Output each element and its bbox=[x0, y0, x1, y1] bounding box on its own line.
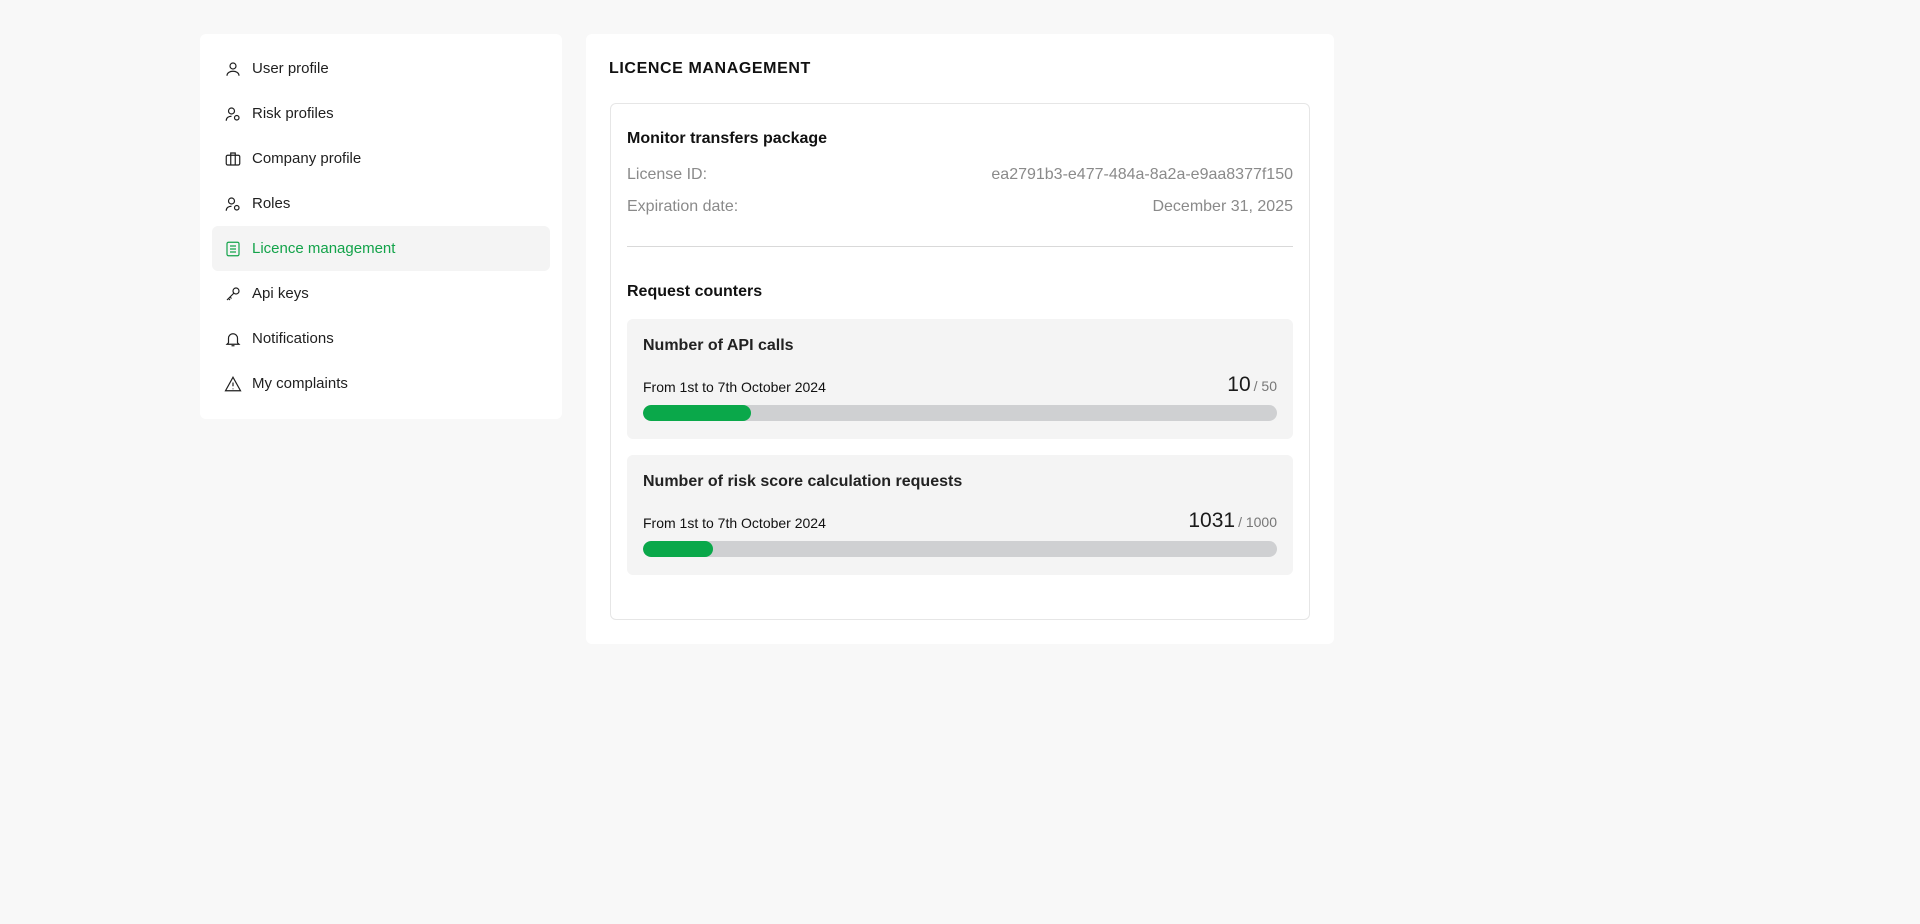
license-id-value: ea2791b3-e477-484a-8a2a-e9aa8377f150 bbox=[991, 166, 1293, 183]
expiration-value: December 31, 2025 bbox=[1152, 198, 1293, 215]
counter-title: Number of risk score calculation requests bbox=[643, 473, 963, 490]
package-title: Monitor transfers package bbox=[627, 130, 828, 147]
counter-usage bbox=[1227, 373, 1277, 397]
progress-bar bbox=[643, 541, 1277, 557]
counter-risk-score-requests bbox=[627, 455, 1293, 575]
counter-title: Number of API calls bbox=[643, 337, 794, 354]
sidebar-item-my-complaints[interactable] bbox=[212, 361, 550, 406]
license-id-row bbox=[627, 166, 1293, 184]
sidebar-item-licence-management[interactable] bbox=[212, 226, 550, 271]
sidebar-item-label: Notifications bbox=[252, 330, 334, 347]
sidebar-item-label: My complaints bbox=[252, 375, 348, 392]
sidebar-item-roles[interactable] bbox=[212, 181, 550, 226]
counter-usage bbox=[1188, 509, 1277, 533]
license-card bbox=[610, 103, 1310, 620]
counter-row bbox=[643, 509, 1277, 533]
sidebar-item-risk-profiles[interactable] bbox=[212, 91, 550, 136]
progress-bar-fill bbox=[643, 541, 713, 557]
sidebar-item-api-keys[interactable] bbox=[212, 271, 550, 316]
sidebar-item-label: Risk profiles bbox=[252, 105, 334, 122]
sidebar-item-label: User profile bbox=[252, 60, 329, 77]
key-icon bbox=[224, 285, 242, 303]
licence-panel bbox=[586, 34, 1334, 644]
user-icon bbox=[224, 60, 242, 78]
license-id-label: License ID: bbox=[627, 166, 708, 183]
page-title: LICENCE MANAGEMENT bbox=[609, 60, 811, 77]
sidebar-item-label: Roles bbox=[252, 195, 291, 212]
divider bbox=[627, 246, 1293, 247]
sidebar-item-label: Licence management bbox=[252, 240, 396, 257]
progress-bar bbox=[643, 405, 1277, 421]
briefcase-icon bbox=[224, 150, 242, 168]
user-gear-icon bbox=[224, 195, 242, 213]
progress-bar-fill bbox=[643, 405, 751, 421]
counter-value: 10 bbox=[1227, 373, 1251, 396]
counter-limit: / 1000 bbox=[1238, 514, 1277, 530]
document-list-icon bbox=[224, 240, 242, 258]
counter-period: From 1st to 7th October 2024 bbox=[643, 515, 826, 531]
counter-value: 1031 bbox=[1188, 509, 1236, 532]
counter-api-calls bbox=[627, 319, 1293, 439]
request-counters-title: Request counters bbox=[627, 283, 763, 300]
sidebar-item-user-profile[interactable] bbox=[212, 46, 550, 91]
counter-period: From 1st to 7th October 2024 bbox=[643, 379, 826, 395]
sidebar-item-company-profile[interactable] bbox=[212, 136, 550, 181]
sidebar-item-label: Api keys bbox=[252, 285, 309, 302]
user-gear-icon bbox=[224, 105, 242, 123]
expiration-label: Expiration date: bbox=[627, 198, 739, 215]
expiration-row bbox=[627, 198, 1293, 216]
sidebar-item-notifications[interactable] bbox=[212, 316, 550, 361]
bell-icon bbox=[224, 330, 242, 348]
sidebar-item-label: Company profile bbox=[252, 150, 362, 167]
counter-limit: / 50 bbox=[1253, 378, 1277, 394]
settings-sidebar bbox=[200, 34, 562, 419]
warning-icon bbox=[224, 375, 242, 393]
counter-row bbox=[643, 373, 1277, 397]
